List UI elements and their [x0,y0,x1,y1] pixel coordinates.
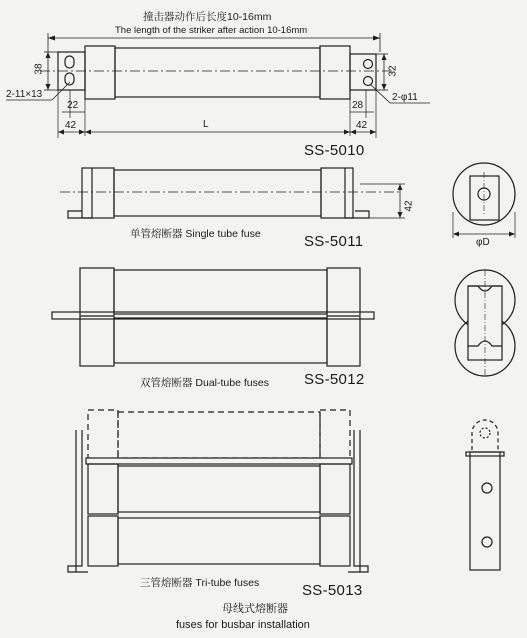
ss5013-right-cap-mid [320,464,350,514]
ss5013-left-cap-low [88,516,118,566]
model-ss5012: SS-5012 [304,371,365,388]
dim-hole-spec: 2-φ11 [392,92,418,103]
ss5011-tube [114,170,321,216]
striker-note-en: The length of the striker after action 10-16mm [115,25,308,36]
left-slot-upper [65,56,74,68]
striker-note-cn: 撞击器动作后长度10-16mm [143,11,272,23]
ss5013-tube-middle [118,466,320,512]
ss5011-side-view [453,163,515,238]
dim-right-height: 32 [387,65,399,77]
dim-side-height: 42 [403,200,415,212]
dim-length: L [203,119,209,130]
fuse-ss5013-drawing [68,410,368,572]
ss5012-side-view [455,270,515,376]
dim-left-offset: 22 [67,100,79,111]
right-end-cap [320,46,350,99]
fuse-ss5011-drawing [60,168,405,218]
fuse-ss5012-drawing [52,268,374,366]
ss5011-right-cap [321,168,353,218]
ss5012-tube-upper [114,270,327,314]
fuse-tube-body [115,48,320,97]
dim-right-offset: 28 [352,100,364,111]
ss5013-right-cap-low [320,516,350,566]
caption-single-tube: 单管熔断器 Single tube fuse [130,228,261,240]
footer-title-cn: 母线式熔断器 [222,603,288,615]
model-ss5013: SS-5013 [302,582,363,599]
right-hole-lower [364,77,373,86]
ss5011-left-cap [82,168,114,218]
model-ss5010: SS-5010 [304,142,365,159]
footer-title-en: fuses for busbar installation [176,619,310,631]
left-end-cap [85,46,115,99]
dim-left-height: 38 [33,63,45,75]
left-slot-lower [65,73,74,85]
dim-diameter: φD [476,237,490,248]
ss5013-left-cap-mid [88,464,118,514]
caption-dual-tube: 双管熔断器 Dual-tube fuses [140,377,269,389]
ss5013-side-view [466,420,504,570]
ss5012-left-cap [80,268,114,366]
caption-tri-tube: 三管熔断器 Tri-tube fuses [140,577,260,589]
right-hole-upper [364,60,373,69]
ss5013-tube-lower [118,518,320,564]
ss5012-right-cap [327,268,360,366]
dim-slot-spec: 2-11×13 [6,89,43,100]
ss5012-tube-lower [114,318,327,363]
model-ss5011: SS-5011 [304,233,364,250]
dim-left-width: 42 [65,120,77,131]
right-terminal-plate [350,54,376,90]
dim-right-width: 42 [356,120,368,131]
